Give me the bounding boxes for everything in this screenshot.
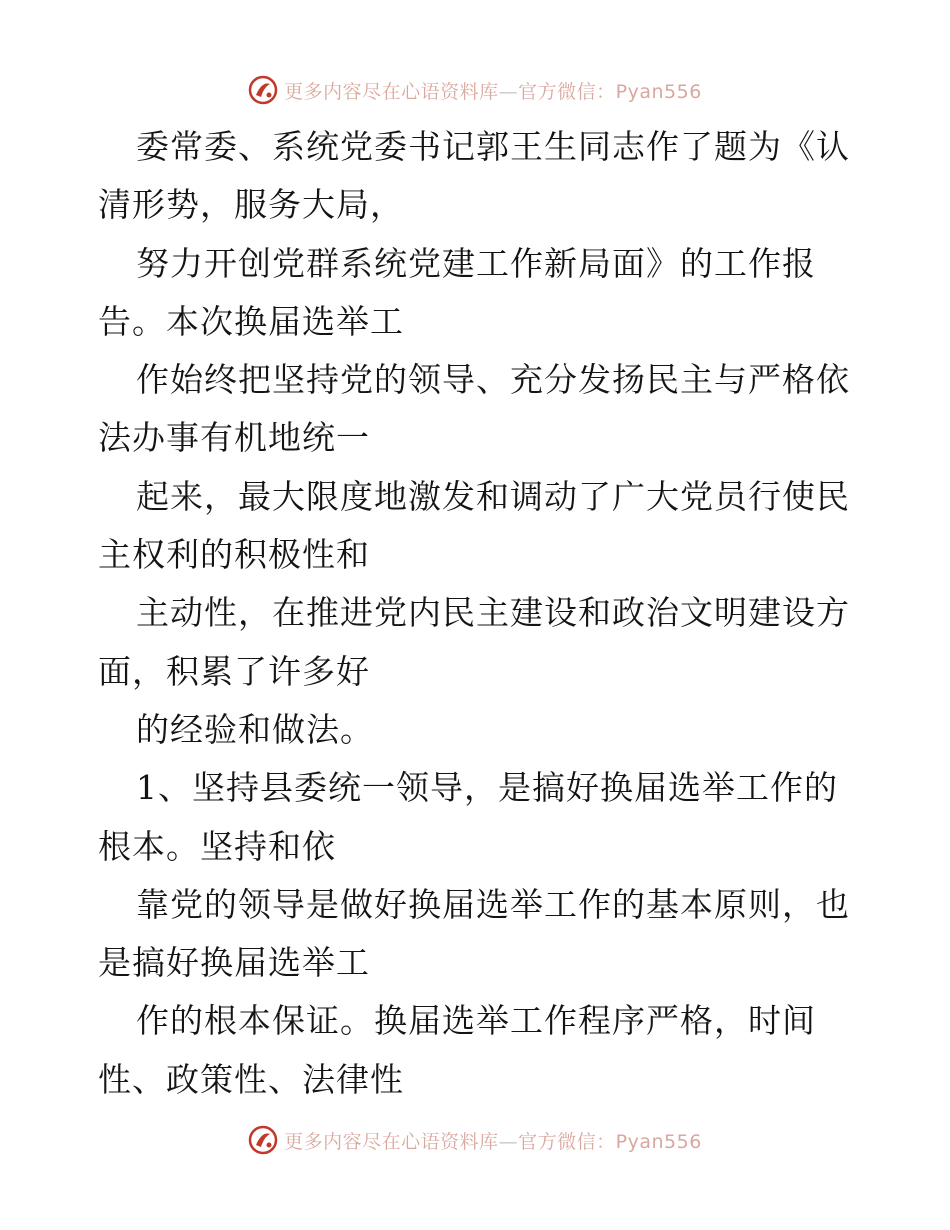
text-line: 是搞好换届选举工 (98, 943, 370, 983)
red-seal-logo-icon (248, 1125, 278, 1155)
text-line: 性、政策性、法律性 (98, 1059, 404, 1099)
text-line: 法办事有机地统一 (98, 418, 370, 458)
footer-watermark (0, 1120, 950, 1160)
red-seal-logo-icon (248, 75, 278, 105)
text-line: 主动性，在推进党内民主建设和政治文明建设方 (136, 593, 850, 633)
watermark-text-top: 更多内容尽在心语资料库—官方微信：Pyan556 (284, 80, 702, 103)
watermark-text-bottom: 更多内容尽在心语资料库—官方微信：Pyan556 (284, 1130, 702, 1153)
text-line: 面，积累了许多好 (98, 651, 370, 691)
document-body (98, 118, 858, 1109)
text-line: 清形势，服务大局， (98, 185, 404, 225)
text-line: 1、坚持县委统一领导，是搞好换届选举工作的 (136, 768, 838, 808)
text-line: 委常委、系统党委书记郭王生同志作了题为《认 (136, 127, 850, 166)
text-line: 作的根本保证。换届选举工作程序严格，时间 (136, 1001, 816, 1041)
text-line: 作始终把坚持党的领导、充分发扬民主与严格依 (136, 360, 850, 400)
header-watermark (0, 70, 950, 110)
text-line: 起来，最大限度地激发和调动了广大党员行使民 (136, 476, 850, 516)
text-line: 努力开创党群系统党建工作新局面》的工作报 (136, 243, 816, 283)
text-line: 主权利的积极性和 (98, 535, 370, 575)
text-line: 靠党的领导是做好换届选举工作的基本原则，也 (136, 884, 850, 924)
text-line: 的经验和做法。 (136, 709, 374, 749)
text-line: 告。本次换届选举工 (98, 301, 404, 341)
text-line: 根本。坚持和依 (98, 826, 336, 866)
